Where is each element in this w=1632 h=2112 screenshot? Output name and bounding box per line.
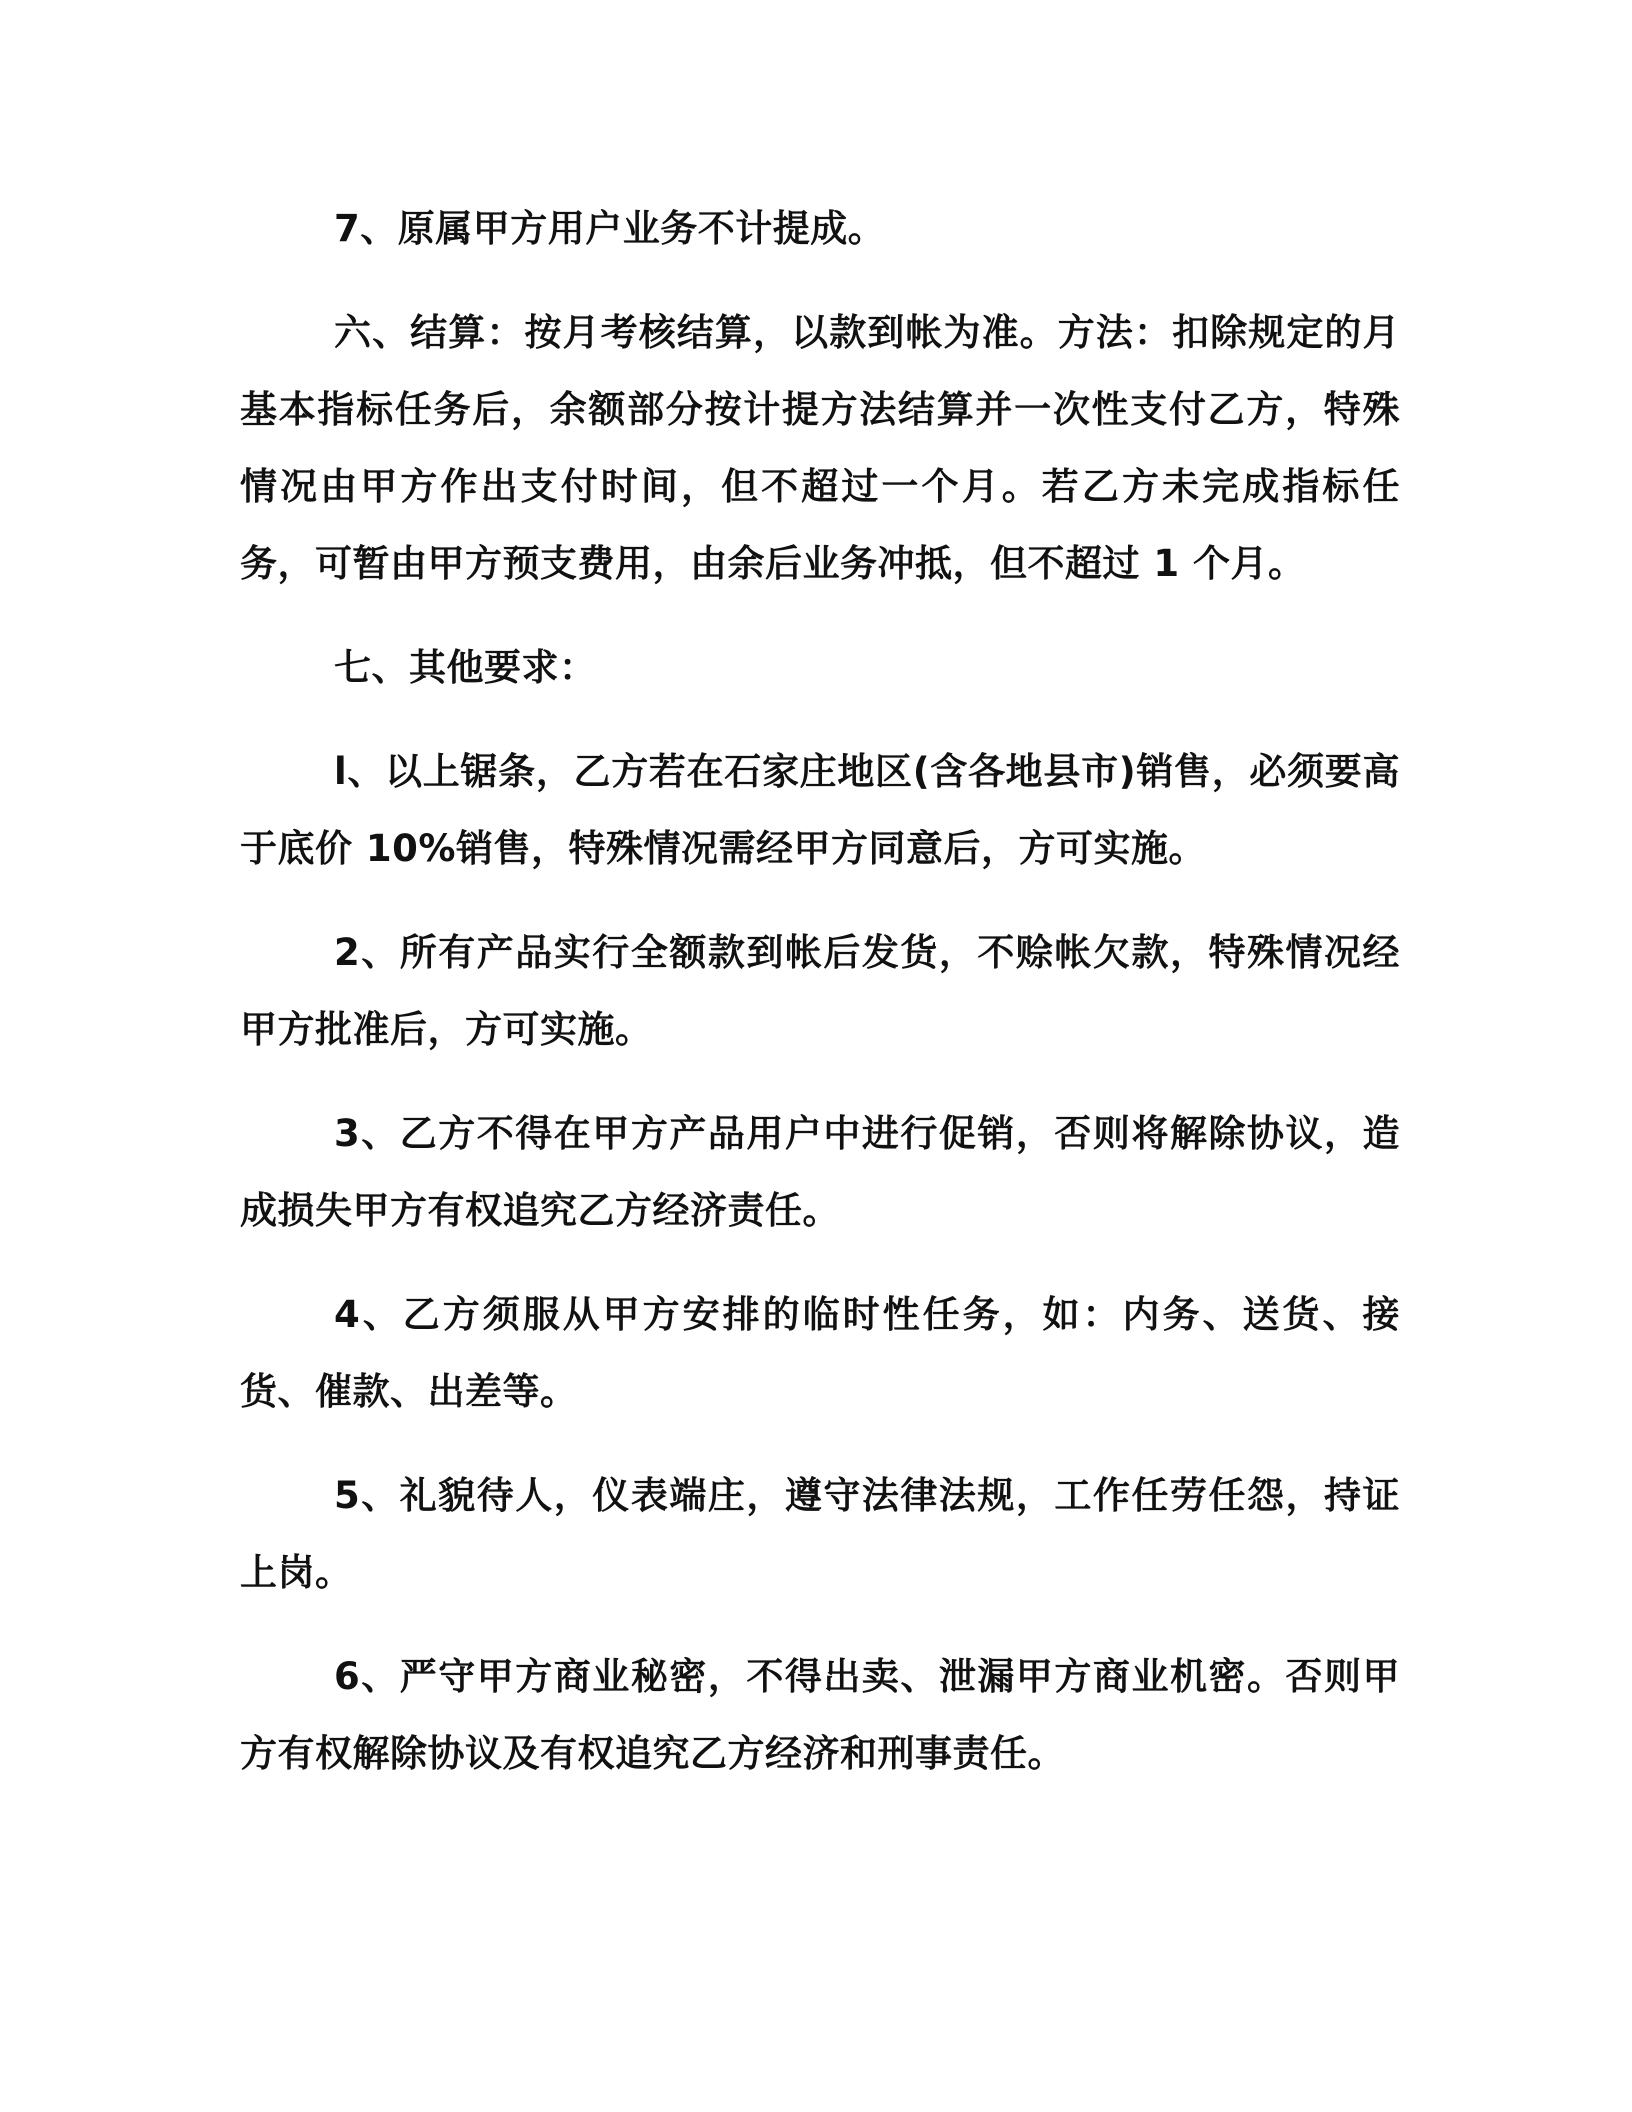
document-body	[240, 190, 1400, 1819]
paragraph-requirement-2: 2、所有产品实行全额款到帐后发货，不赊帐欠款，特殊情况经甲方批准后，方可实施。	[240, 931, 1400, 1051]
paragraph-requirement-3: 3、乙方不得在甲方产品用户中进行促销，否则将解除协议，造成损失甲方有权追究乙方经济责任。	[240, 1112, 1400, 1232]
paragraph-section-6-settlement: 六、结算：按月考核结算，以款到帐为准。方法：扣除规定的月基本指标任务后，余额部分按计提方法结算并一次性支付乙方，特殊情况由甲方作出支付时间，但不超过一个月。若乙方未完成指标任务，可暂由甲方预支费用，由余后业务冲抵，但不超过 1 个月。	[240, 311, 1400, 585]
paragraph-section-7-heading: 七、其他要求：	[334, 646, 597, 689]
paragraph-requirement-1: l、以上锯条，乙方若在石家庄地区(含各地县市)销售，必须要高于底价 10%销售，特殊情况需经甲方同意后，方可实施。	[240, 750, 1400, 870]
paragraph-clause-7-no-commission: 7、原属甲方用户业务不计提成。	[334, 207, 886, 250]
paragraph-requirement-5: 5、礼貌待人，仪表端庄，遵守法律法规，工作任劳任怨，持证上岗。	[240, 1474, 1400, 1594]
paragraph-requirement-4: 4、乙方须服从甲方安排的临时性任务，如：内务、送货、接货、催款、出差等。	[240, 1293, 1400, 1413]
paragraph-requirement-6: 6、严守甲方商业秘密，不得出卖、泄漏甲方商业机密。否则甲方有权解除协议及有权追究乙方经济和刑事责任。	[240, 1655, 1400, 1775]
